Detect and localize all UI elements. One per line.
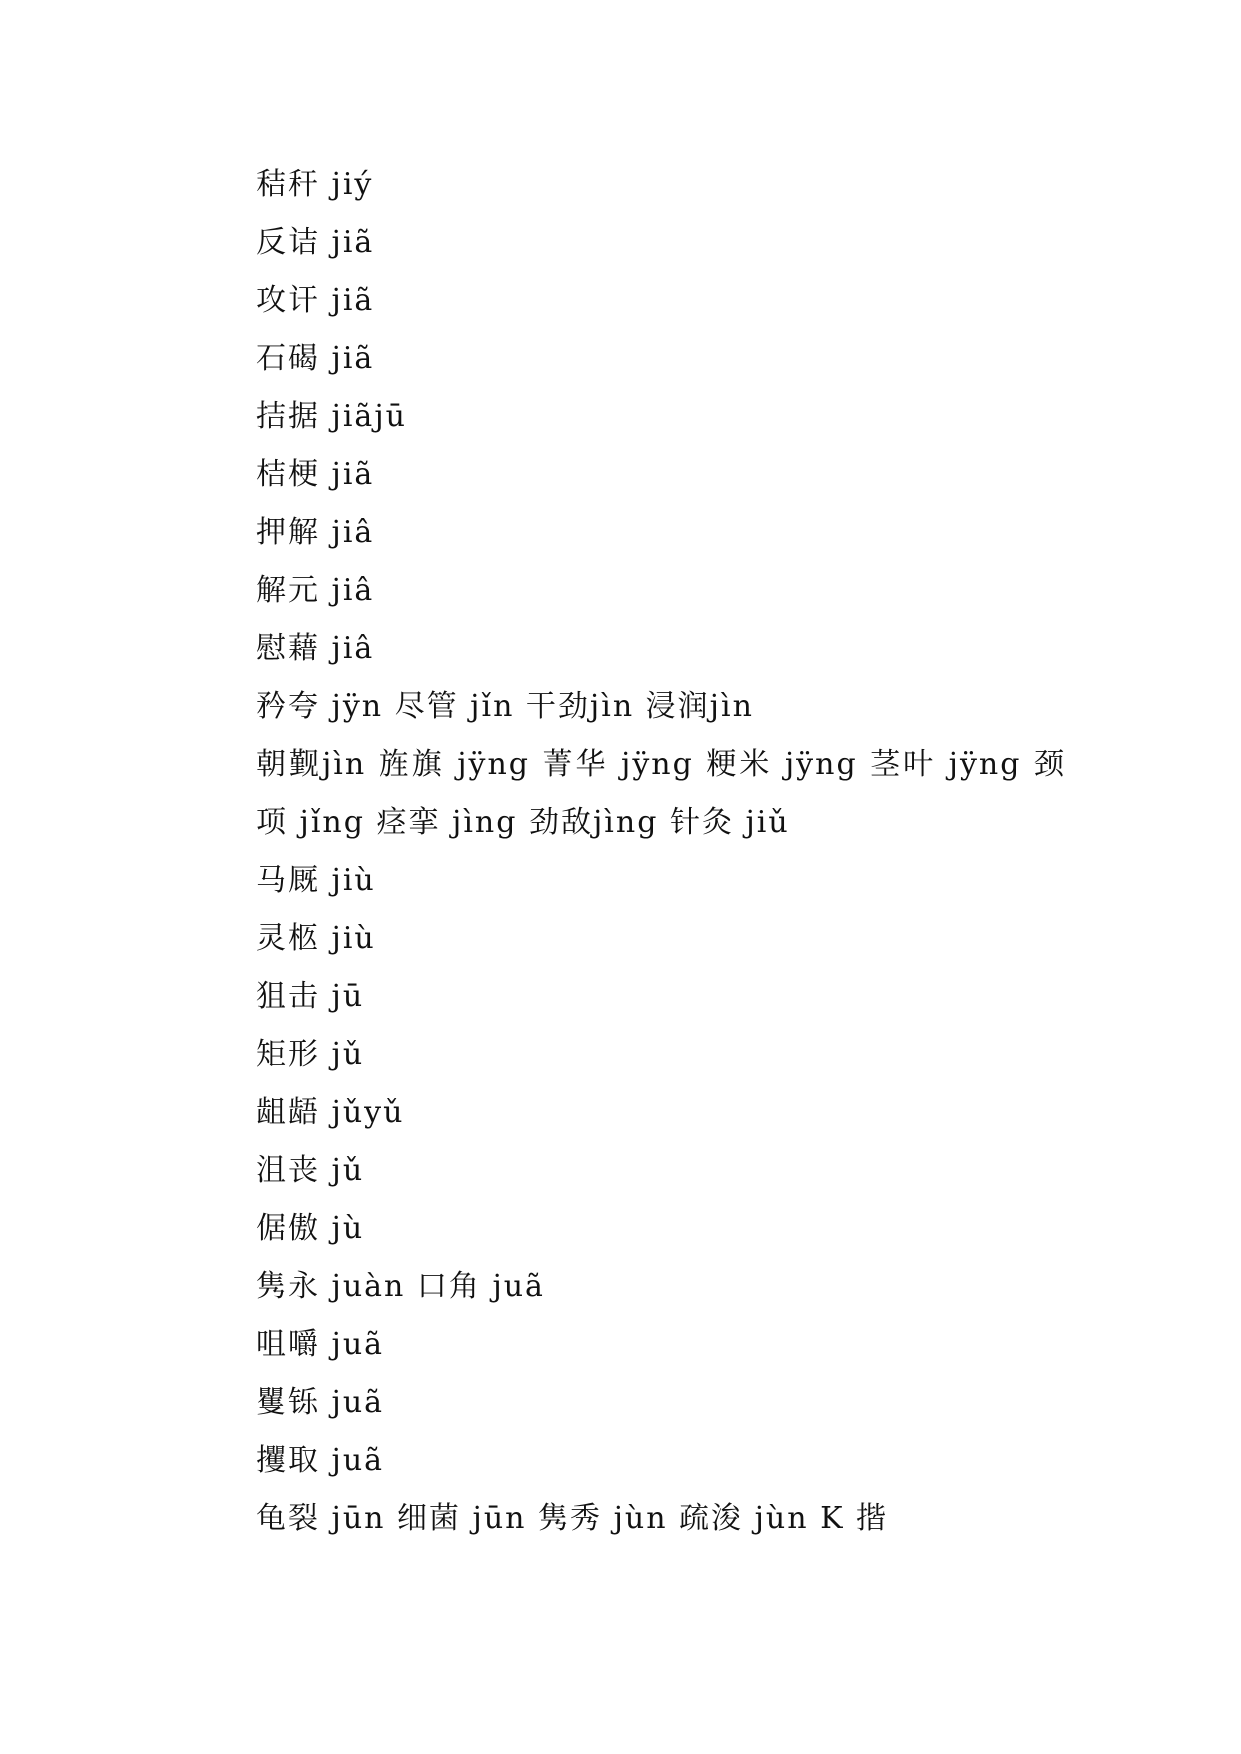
vocab-line: 石碣 jiã (256, 341, 375, 376)
vocab-line: 狙击 jū (256, 979, 365, 1014)
vocab-line: 矜夸 jÿn 尽管 jǐn 干劲jìn 浸润jìn (256, 689, 754, 724)
vocab-line: 马厩 jiù (256, 863, 376, 898)
vocab-line: 桔梗 jiã (256, 457, 375, 492)
vocab-line: 拮据 jiãjū (256, 399, 407, 434)
vocab-line: 咀嚼 juã (256, 1327, 385, 1362)
vocab-line: 龟裂 jūn 细菌 jūn 隽秀 jùn 疏浚 jùn K 揩 (256, 1501, 889, 1536)
vocab-line: 秸秆 jiý (256, 167, 374, 202)
vocab-paragraph: 朝觐jìn 旌旗 jÿng 菁华 jÿng 粳米 jÿng 茎叶 jÿng 颈项 jǐng 痉挛 jìng 劲敌jìng 针灸 jiǔ (256, 747, 1066, 840)
vocab-line: 龃龉 jǔyǔ (256, 1095, 405, 1130)
vocab-line: 攻讦 jiã (256, 283, 375, 318)
document-body (186, 156, 1066, 1548)
vocab-line: 攫取 juã (256, 1443, 385, 1478)
vocab-line: 倨傲 jù (256, 1211, 365, 1246)
vocab-line: 押解 jiâ (256, 515, 375, 550)
vocab-line: 隽永 juàn 口角 juã (256, 1269, 545, 1304)
vocab-line: 矩形 jǔ (256, 1037, 365, 1072)
vocab-line: 慰藉 jiâ (256, 631, 375, 666)
vocab-line: 沮丧 jǔ (256, 1153, 365, 1188)
vocab-line: 解元 jiâ (256, 573, 375, 608)
vocab-line: 灵柩 jiù (256, 921, 376, 956)
vocab-line: 矍铄 juã (256, 1385, 385, 1420)
vocab-line: 反诘 jiã (256, 225, 375, 260)
